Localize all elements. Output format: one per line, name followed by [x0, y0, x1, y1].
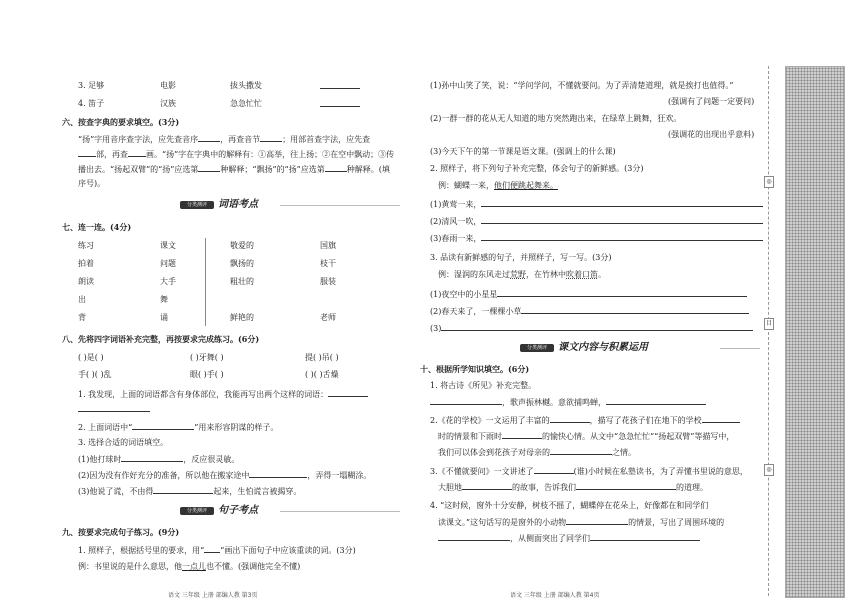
q9-1-sentence: (1)孙中山笑了笑，说：“学问学问，不懂就要问。为了弄清楚道理，就是挨打也值得。” — [430, 81, 734, 90]
section-tag: 分类测评 — [520, 344, 554, 352]
section-tag: 分类测评 — [180, 507, 214, 515]
q8-r2-2[interactable]: ( )( )舌燥 — [305, 370, 339, 379]
section-banner-text-content — [520, 341, 760, 355]
q8-s1: 1. 我发现，上面的词语都含有身体部位，我能再写出两个这样的词语： — [78, 388, 368, 400]
q5-item-3-b: 电影 — [160, 81, 176, 90]
q7-c1-3: 出 — [78, 295, 86, 304]
q5-blank-4[interactable] — [320, 98, 360, 107]
q9-item2-example: 例：蝴蝶一来，他们便跳起舞来。 — [438, 181, 558, 190]
q8-r2-0[interactable]: 手( )( )乱 — [78, 370, 112, 379]
q10-s2-line3: 我们可以体会到花孩子对母亲的 之情。 — [438, 448, 636, 457]
q9-blank-1[interactable] — [481, 198, 763, 207]
q10-blank-11[interactable] — [438, 532, 510, 541]
q8-s3-3: (3)他说了谎，不由得 起来，生怕谎言被揭穿。 — [78, 487, 302, 496]
q9-s1: 1. 照样子，根据括号里的要求，用“ ”画出下面句子中应该重读的词。(3分) — [78, 546, 356, 555]
q10-blank-1[interactable] — [430, 396, 502, 405]
q10-blank-7[interactable] — [534, 465, 574, 474]
q7-c2-3: 舞 — [160, 295, 168, 304]
q10-blank-6[interactable] — [550, 446, 612, 455]
q6-line2: 部，再查 画。“扬”字在字典中的解释有：①高举，往上扬；②在空中飘动；③传 — [78, 148, 394, 160]
q6-title: 六、按查字典的要求填空。(3分) — [62, 117, 180, 127]
q5-item-3-c: 拔头撒发 — [230, 81, 262, 90]
q9-item2-1: (1)黄莺一来， — [430, 198, 763, 210]
section-rule — [280, 205, 400, 206]
q9-blank-6[interactable] — [441, 322, 753, 331]
q7-c2-0: 课文 — [160, 241, 176, 250]
section-rule — [280, 511, 400, 512]
q7-c3-3: 鲜艳的 — [230, 313, 254, 322]
q8-s3-2: (2)因为没有作好充分的准备，所以他在搬家途中 ，弄得一塌糊涂。 — [78, 471, 372, 480]
binding-hole-icon: ◎ — [764, 464, 774, 476]
section-banner-sentences — [180, 504, 400, 518]
q10-blank-9[interactable] — [576, 481, 676, 490]
answer-grid-strip — [785, 66, 845, 598]
q9-3-sentence: (3)今天下午的第一节课是语文课。(强调上的什么课) — [430, 147, 616, 156]
q7-c4-1: 枝干 — [320, 259, 336, 268]
q8-r1-2[interactable]: 提( )吊( ) — [305, 353, 339, 362]
q7-c2-4: 诵 — [160, 313, 168, 322]
left-footer: 语文 三年级 上册 部编人教 第3页 — [168, 592, 258, 599]
q8-blank-1[interactable] — [328, 388, 368, 397]
q8-blank-5[interactable] — [249, 469, 307, 478]
q9-item3-example: 例：湿润的东风走过荒野，在竹林中吹着口笛。 — [438, 270, 606, 279]
q6-blank-1[interactable] — [198, 133, 220, 142]
q6-blank-3[interactable] — [78, 148, 96, 157]
q9-example: 例：书里说的是什么意思，他一点儿也不懂。(强调他完全不懂) — [78, 562, 301, 571]
q7-c4-3: 老师 — [320, 313, 336, 322]
q8-blank-2[interactable] — [78, 403, 150, 412]
q8-title: 八、先将四字词语补充完整，再按要求完成练习。(6分) — [62, 334, 260, 344]
section-title: 词语考点 — [218, 199, 258, 210]
q6-blank-2[interactable] — [260, 133, 282, 142]
q5-blank-3[interactable] — [320, 80, 360, 89]
q6-blank-4[interactable] — [128, 148, 146, 157]
q10-blank-3[interactable] — [550, 414, 590, 423]
q7-c3-2: 粗壮的 — [230, 277, 254, 286]
q7-c2-1: 问题 — [160, 259, 176, 268]
q5-item-4-b: 汉族 — [160, 99, 176, 108]
q8-r2-1[interactable]: 眼( )手( ) — [190, 370, 224, 379]
q9-blank-5[interactable] — [521, 305, 749, 314]
binding-hole-icon: ◎ — [764, 176, 774, 188]
q10-blank-5[interactable] — [502, 430, 542, 439]
q6-blank-6[interactable] — [325, 163, 347, 172]
q9-item3: 3. 品读有新鲜感的句子，并照样子，写一写。(3分) — [430, 253, 612, 262]
q5-item-3-a: 3. 足够 — [78, 81, 105, 90]
q9-item2-2: (2)清风一吹， — [430, 215, 763, 227]
q9-item3-3: (3) — [430, 322, 753, 334]
q6-blank-5[interactable] — [198, 163, 220, 172]
q10-s1: 1. 将古诗《所见》补充完整。 — [430, 381, 537, 390]
q7-divider — [205, 238, 206, 326]
left-page — [0, 0, 410, 608]
q9-blank-2[interactable] — [481, 215, 763, 224]
q10-s4-line3: ，从侧面突出了同学们 — [438, 532, 700, 544]
q5-item-4-c: 急急忙忙 — [230, 99, 262, 108]
q7-c1-0: 练习 — [78, 241, 94, 250]
q6-line3: 播出去。“扬起双臂”的“扬”应选第 种解释；“飘扬”的“扬”应选第 种解释。(填 — [78, 165, 390, 174]
q10-s3-line1: 3.《不懂就要问》一文讲述了 (谁)小时候在私塾读书，为了弄懂书里说的意思， — [430, 467, 748, 476]
q7-c3-0: 敬爱的 — [230, 241, 254, 250]
q9-2-sentence: (2)一群一群的花从无人知道的地方突然跑出来，在绿草上跳舞，狂欢。 — [430, 114, 682, 123]
q9-2-hint: (强调花的出现出乎意料) — [668, 130, 755, 139]
q9-blank-4[interactable] — [497, 288, 747, 297]
q8-blank-4[interactable] — [121, 453, 183, 462]
q6-line4: 序号)。 — [78, 179, 106, 188]
q10-s3-line2: 大胆地 的故事，告诉我们 的道理。 — [438, 483, 708, 492]
section-tag: 分类测评 — [180, 201, 214, 209]
binding-marker-icon: 目 — [764, 318, 774, 330]
q10-s2-line2: 时的情景和下雨时 的愉快心情。从文中“急急忙忙”“扬起双臂”等描写中， — [438, 432, 735, 441]
q7-c3-1: 飘扬的 — [230, 259, 254, 268]
q10-blank-4[interactable] — [702, 414, 740, 423]
q7-c4-0: 国旗 — [320, 241, 336, 250]
q9-item2: 2. 照样子，将下列句子补充完整，体会句子的新鲜感。(3分) — [430, 164, 644, 173]
q10-s2-line1: 2.《花的学校》一文运用了丰富的 ，描写了花孩子们在地下的学校 — [430, 414, 740, 426]
q9-title: 九、按要求完成句子练习。(9分) — [62, 527, 180, 537]
q10-s4-line2: 读课文。”这句话写的是窗外的小动物 的情景，写出了周围环境的 — [438, 518, 725, 527]
right-page — [420, 0, 760, 608]
q7-c1-2: 朗读 — [78, 277, 94, 286]
q10-blank-10[interactable] — [566, 516, 628, 525]
q8-s3-1: (1)他打球时 ，反应很灵敏。 — [78, 455, 240, 464]
q9-mark-sample — [204, 544, 220, 553]
binding-line — [768, 66, 770, 596]
q5-item-4-a: 4. 笛子 — [78, 99, 105, 108]
q10-blank-2[interactable] — [606, 396, 706, 405]
q9-item2-3: (3)春雨一来， — [430, 232, 763, 244]
q7-c2-2: 大手 — [160, 277, 176, 286]
q8-blank-6[interactable] — [153, 485, 213, 494]
q9-item3-1: (1)夜空中的小星星 — [430, 288, 747, 300]
q10-title: 十、根据所学知识填空。(6分) — [420, 364, 530, 374]
q7-c4-2: 服装 — [320, 277, 336, 286]
right-footer: 语文 三年级 上册 部编人教 第4页 — [510, 592, 600, 599]
q10-blank-8[interactable] — [462, 481, 512, 490]
q7-c1-4: 背 — [78, 313, 86, 322]
section-rule — [720, 348, 760, 349]
q10-s1-line: ，歌声振林樾。意欲捕鸣蝉， — [430, 396, 706, 408]
q8-r1-1[interactable]: ( )牙舞( ) — [190, 353, 224, 362]
q6-line1: “扬”字用音序查字法，应先查音序 ，再查音节 ；用部首查字法，应先查 — [78, 135, 371, 144]
q8-blank-3[interactable] — [132, 421, 194, 430]
q8-s2: 2. 上面词语中“ ”用来形容阴谋的样子。 — [78, 423, 279, 432]
q10-blank-12[interactable] — [590, 532, 700, 541]
q7-title: 七、连一连。(4分) — [62, 222, 132, 232]
q9-1-hint: (强调有了问题一定要问) — [668, 97, 755, 106]
section-title: 句子考点 — [218, 505, 258, 516]
q8-r1-0[interactable]: ( )是( ) — [78, 353, 104, 362]
section-title: 课文内容与积累运用 — [558, 342, 648, 353]
q7-c1-1: 拍着 — [78, 259, 94, 268]
q10-s4-line1: 4. “这时候，窗外十分安静，树枝不摇了，蝴蝶停在花朵上，好像都在和同学们 — [430, 501, 709, 510]
q9-blank-3[interactable] — [481, 232, 763, 241]
section-banner-words — [180, 198, 400, 212]
q9-item3-2: (2)春天来了，一棵棵小草 — [430, 305, 749, 317]
q8-s3: 3. 选择合适的词语填空。 — [78, 438, 169, 447]
